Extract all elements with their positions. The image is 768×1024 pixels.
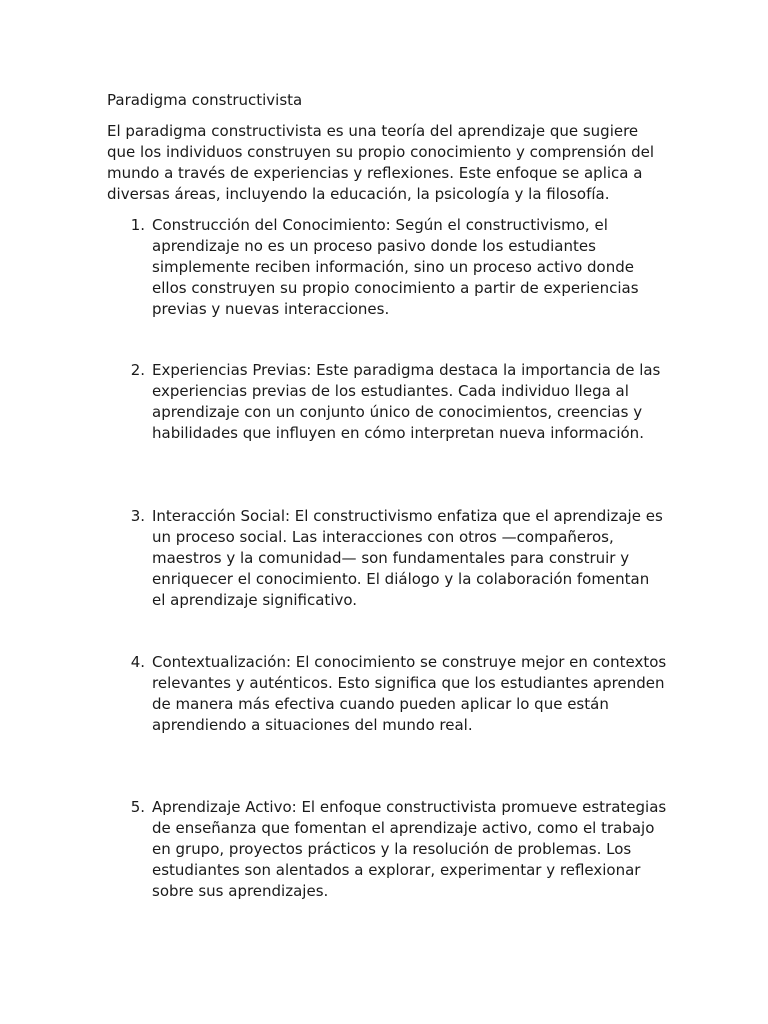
intro-paragraph: El paradigma constructivista es una teoría del aprendizaje que sugiere que los individuos construyen su propio conocimiento y comprensión del mundo a través de experiencias y reflexiones. Este enfoque se aplica a diversas áreas, incluyendo la educación, la psicología y la filosofía.	[107, 122, 655, 203]
list-item-number: 4.	[130, 653, 145, 671]
list-item-text: Construcción del Conocimiento: Según el constructivismo, el aprendizaje no es un proceso pasivo donde los estudiantes simplemente reciben información, sino un proceso activo donde ellos construyen su propio conocimiento a partir de experiencias previas y nuevas interacciones.	[152, 216, 639, 318]
list-item	[107, 360, 667, 444]
list-item-number: 2.	[130, 361, 145, 379]
list-item-text: Experiencias Previas: Este paradigma destaca la importancia de las experiencias previas de los estudiantes. Cada individuo llega al aprendizaje con un conjunto único de conocimientos, creencias y habilidades que influyen en cómo interpretan nueva información.	[152, 361, 661, 442]
list-item-text: Aprendizaje Activo: El enfoque constructivista promueve estrategias de enseñanza que fomentan el aprendizaje activo, como el trabajo en grupo, proyectos prácticos y la resolución de problemas. Los estudiantes son alentados a explorar, experimentar y reflexionar sobre sus aprendizajes.	[152, 798, 667, 900]
list-item	[107, 797, 667, 902]
list-item-number: 5.	[130, 798, 145, 816]
list-item	[107, 215, 667, 320]
document-title: Paradigma constructivista	[107, 91, 303, 109]
list-item	[107, 652, 667, 736]
list-item-text: Contextualización: El conocimiento se construye mejor en contextos relevantes y auténticos. Esto significa que los estudiantes aprenden de manera más efectiva cuando pueden aplicar lo que están aprendiendo a situaciones del mundo real.	[152, 653, 667, 734]
list-item-number: 3.	[130, 507, 145, 525]
list-item-number: 1.	[130, 216, 145, 234]
list-item	[107, 506, 667, 611]
list-item-text: Interacción Social: El constructivismo enfatiza que el aprendizaje es un proceso social. Las interacciones con otros —compañeros, maestros y la comunidad— son fundamentales para construir y enriquecer el conocimiento. El diálogo y la colaboración fomentan el aprendizaje significativo.	[152, 507, 663, 609]
